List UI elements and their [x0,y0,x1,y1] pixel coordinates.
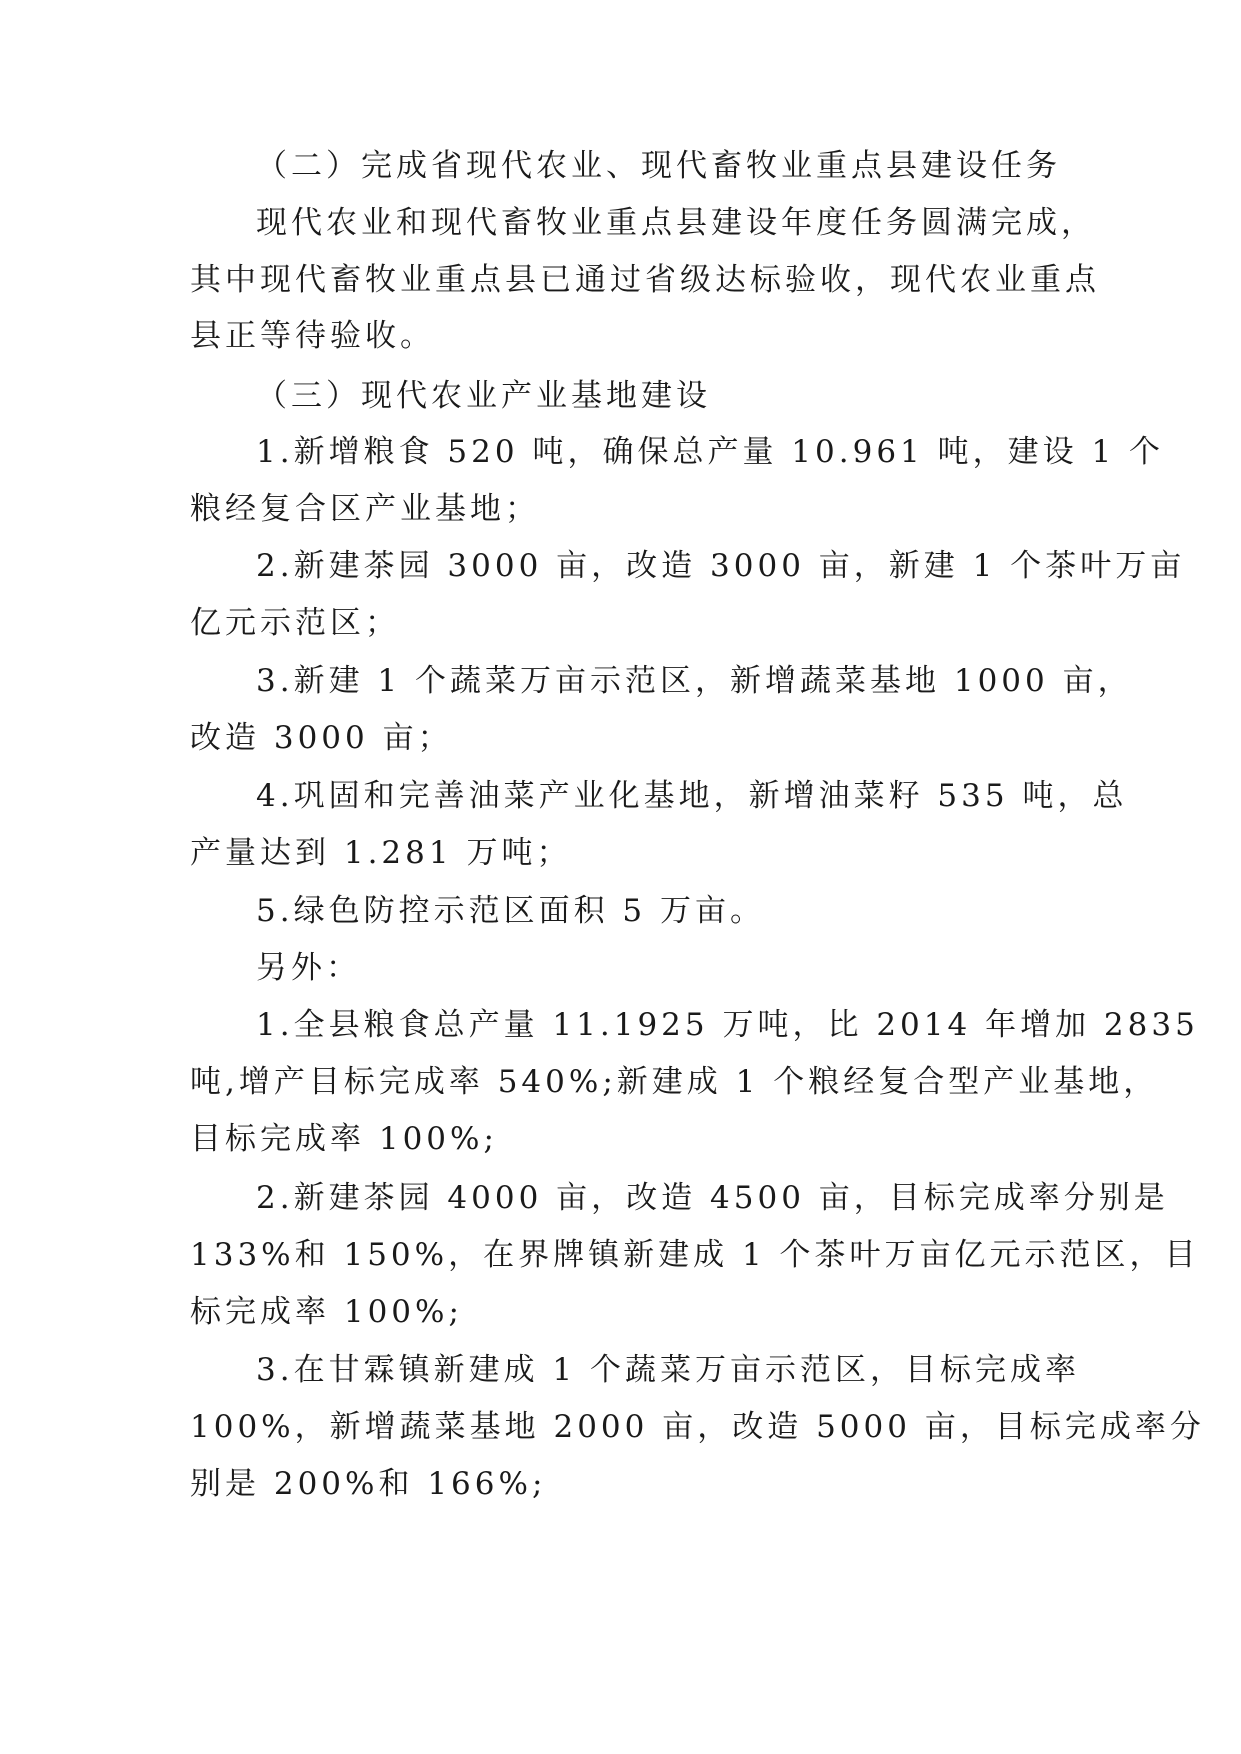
list-item-1-cont: 粮经复合区产业基地； [190,491,540,527]
paragraph-line: 县正等待验收。 [190,318,435,354]
list-item-5: 5.绿色防控示范区面积 5 万亩。 [256,893,766,929]
list-item-1-cont: 吨,增产目标完成率 540%;新建成 1 个粮经复合型产业基地， [190,1064,1159,1100]
paragraph-line: 其中现代畜牧业重点县已通过省级达标验收，现代农业重点 [190,262,1100,298]
list-item-3-cont: 别是 200%和 166%; [190,1466,547,1502]
list-item-3: 3.在甘霖镇新建成 1 个蔬菜万亩示范区，目标完成率 [256,1352,1081,1388]
list-item-2-cont: 标完成率 100%; [190,1294,463,1330]
list-item-3-cont: 改造 3000 亩； [190,720,453,756]
list-item-1-cont: 目标完成率 100%; [190,1121,498,1157]
list-item-3: 3.新建 1 个蔬菜万亩示范区，新增蔬菜基地 1000 亩， [256,663,1133,699]
section-heading-3: （三）现代农业产业基地建设 [256,378,711,414]
list-item-2-cont: 亿元示范区； [190,605,400,641]
list-item-1: 1.新增粮食 520 吨，确保总产量 10.961 吨，建设 1 个 [256,434,1165,470]
list-item-2-cont: 133%和 150%，在界牌镇新建成 1 个茶叶万亩亿元示范区，目 [190,1237,1200,1273]
paragraph-line: 另外： [256,950,361,986]
list-item-4-cont: 产量达到 1.281 万吨； [190,835,572,871]
list-item-2: 2.新建茶园 3000 亩，改造 3000 亩，新建 1 个茶叶万亩 [256,548,1186,584]
list-item-4: 4.巩固和完善油菜产业化基地，新增油菜籽 535 吨，总 [256,778,1128,814]
paragraph-line: 现代农业和现代畜牧业重点县建设年度任务圆满完成， [256,205,1096,241]
list-item-2: 2.新建茶园 4000 亩，改造 4500 亩，目标完成率分别是 [256,1180,1169,1216]
list-item-1: 1.全县粮食总产量 11.1925 万吨，比 2014 年增加 2835 [256,1007,1199,1043]
list-item-3-cont: 100%，新增蔬菜基地 2000 亩，改造 5000 亩，目标完成率分 [190,1409,1205,1445]
section-heading-2: （二）完成省现代农业、现代畜牧业重点县建设任务 [256,148,1061,184]
